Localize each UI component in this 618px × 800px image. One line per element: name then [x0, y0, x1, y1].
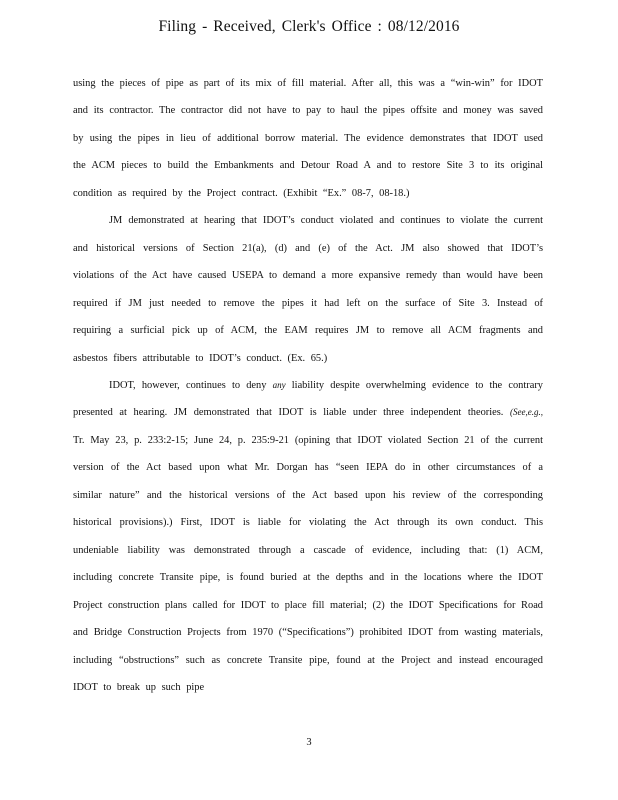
paragraph-3-part-2: liability despite overwhelming evidence to the contrary presented at hearing. JM demonstrated that IDOT is liable under three independent theories.: [73, 379, 543, 419]
paragraph-3: [73, 372, 543, 701]
filing-stamp-header: Filing - Received, Clerk's Office : 08/12/2016: [158, 18, 460, 35]
paragraph-2: JM demonstrated at hearing that IDOT’s conduct violated and continues to violate the current and historical versions of Section 21(a), (d) and (e) of the Act. JM also showed that IDOT’s violations of the Act have caused USEPA to demand a more expansive remedy than would have been required if JM just needed to remove the pipes it had left on the surface of Site 3. Instead of requiring a surficial pick up of ACM, the EAM requires JM to remove all ACM fragments and asbestos fibers attributable to IDOT’s conduct. (Ex. 65.): [73, 215, 543, 364]
document-body: [73, 70, 543, 701]
citation-signal-see-eg: (See,e.g.,: [510, 407, 543, 418]
paragraph-1: using the pieces of pipe as part of its mix of fill material. After all, this was a “win-win” for IDOT and its contractor. The contractor did not have to pay to haul the pipes offsite and money was saved by using the pipes in lieu of additional borrow material. The evidence demonstrates that IDOT used the ACM pieces to build the Embankments and Detour Road A and to restore Site 3 to its original condition as required by the Project contract. (Exhibit “Ex.” 08-7, 08-18.): [73, 78, 543, 199]
paragraph-3-part-3: Tr. May 23, p. 233:2-15; June 24, p. 235:9-21 (opining that IDOT violated Section 21 of the current version of the Act based upon what Mr. Dorgan has “seen IEPA do in other circumstances of a similar nature” and the historical versions of the Act based upon his review of the corresponding historical provisions).) First, IDOT is liable for violating the Act through its own conduct. This undeniable liability was demonstrated through a cascade of evidence, including that: (1) ACM, including concrete Transite pipe, is found buried at the depths and in the locations where the IDOT Project construction plans called for IDOT to place fill material; (2) the IDOT Specifications for Road and Bridge Construction Projects from 1970 (“Specifications”) prohibited IDOT from wasting materials, including “obstructions” such as concrete Transite pipe, found at the Project and instead encouraged IDOT to break up such pipe: [73, 434, 543, 693]
page-number: 3: [306, 737, 312, 748]
emphasis-any: any: [272, 379, 286, 390]
paragraph-3-part-1: IDOT, however, continues to deny: [109, 379, 267, 391]
